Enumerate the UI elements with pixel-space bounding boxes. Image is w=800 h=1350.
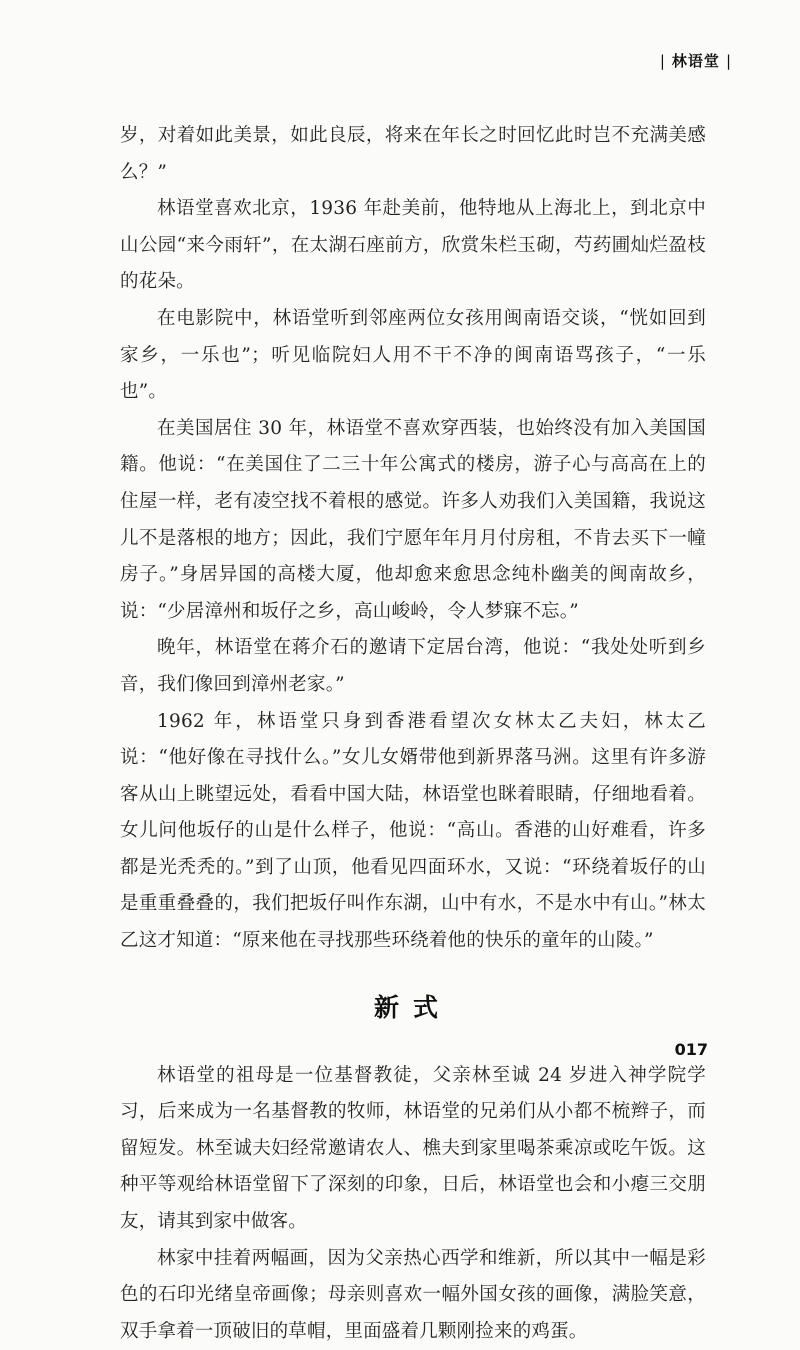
- paragraph: 1962 年，林语堂只身到香港看望次女林太乙夫妇，林太乙说：“他好像在寻找什么。”女儿女婿带他到新界落马洲。这里有许多游客从山上眺望远处，看看中国大陆，林语堂也眯着眼睛，仔细地看着。女儿问他坂仔的山是什么样子，他说：“高山。香港的山好难看，许多都是光秃秃的。”到了山顶，他看见四面环水，又说：“环绕着坂仔的山是重重叠叠的，我们把坂仔叫作东湖，山中有水，不是水中有山。”林太乙这才知道：“原来他在寻找那些环绕着他的快乐的童年的山陵。”: [120, 710, 706, 952]
- page-number: 017: [674, 1040, 708, 1059]
- paragraph: 在美国居住 30 年，林语堂不喜欢穿西装，也始终没有加入美国国籍。他说：“在美国住了二三十年公寓式的楼房，游子心与高高在上的住屋一样，老有凌空找不着根的感觉。许多人劝我们入美国籍，我说这儿不是落根的地方；因此，我们宁愿年年月月付房租，不肯去买下一幢房子。”身居异国的高楼大厦，他却愈来愈思念纯朴幽美的闽南故乡，说：“少居漳州和坂仔之乡，高山峻岭，令人梦寐不忘。”: [120, 417, 706, 622]
- paragraph-continued: 岁，对着如此美景，如此良辰，将来在年长之时回忆此时岂不充满美感么？”: [120, 125, 706, 183]
- section-heading: 新式: [373, 992, 452, 1022]
- header-divider-right: |: [725, 52, 732, 70]
- paragraph: 林语堂的祖母是一位基督教徒，父亲林至诚 24 岁进入神学院学习，后来成为一名基督教的牧师，林语堂的兄弟们从小都不梳辫子，而留短发。林至诚夫妇经常邀请农人、樵夫到家里喝茶乘凉或吃午饭。这种平等观给林语堂留下了深刻的印象，日后，林语堂也会和小瘪三交朋友，请其到家中做客。: [120, 1064, 706, 1233]
- running-header: [654, 50, 738, 71]
- paragraph: 在电影院中，林语堂听到邻座两位女孩用闽南语交谈，“恍如回到家乡，一乐也”；听见临院妇人用不干不净的闽南语骂孩子，“一乐也”。: [120, 307, 706, 403]
- paragraph: 晚年，林语堂在蒋介石的邀请下定居台湾，他说：“我处处听到乡音，我们像回到漳州老家。”: [120, 637, 706, 695]
- page-body: [120, 118, 706, 1350]
- paragraph: 林家中挂着两幅画，因为父亲热心西学和维新，所以其中一幅是彩色的石印光绪皇帝画像；母亲则喜欢一幅外国女孩的画像，满脸笑意，双手拿着一顶破旧的草帽，里面盛着几颗刚捡来的鸡蛋。: [120, 1247, 706, 1342]
- header-divider-left: |: [659, 52, 666, 70]
- header-title: 林语堂: [671, 52, 720, 70]
- paragraph: 林语堂喜欢北京，1936 年赴美前，他特地从上海北上，到北京中山公园“来今雨轩”，在太湖石座前方，欣赏朱栏玉砌，芍药圃灿烂盈枝的花朵。: [120, 198, 706, 293]
